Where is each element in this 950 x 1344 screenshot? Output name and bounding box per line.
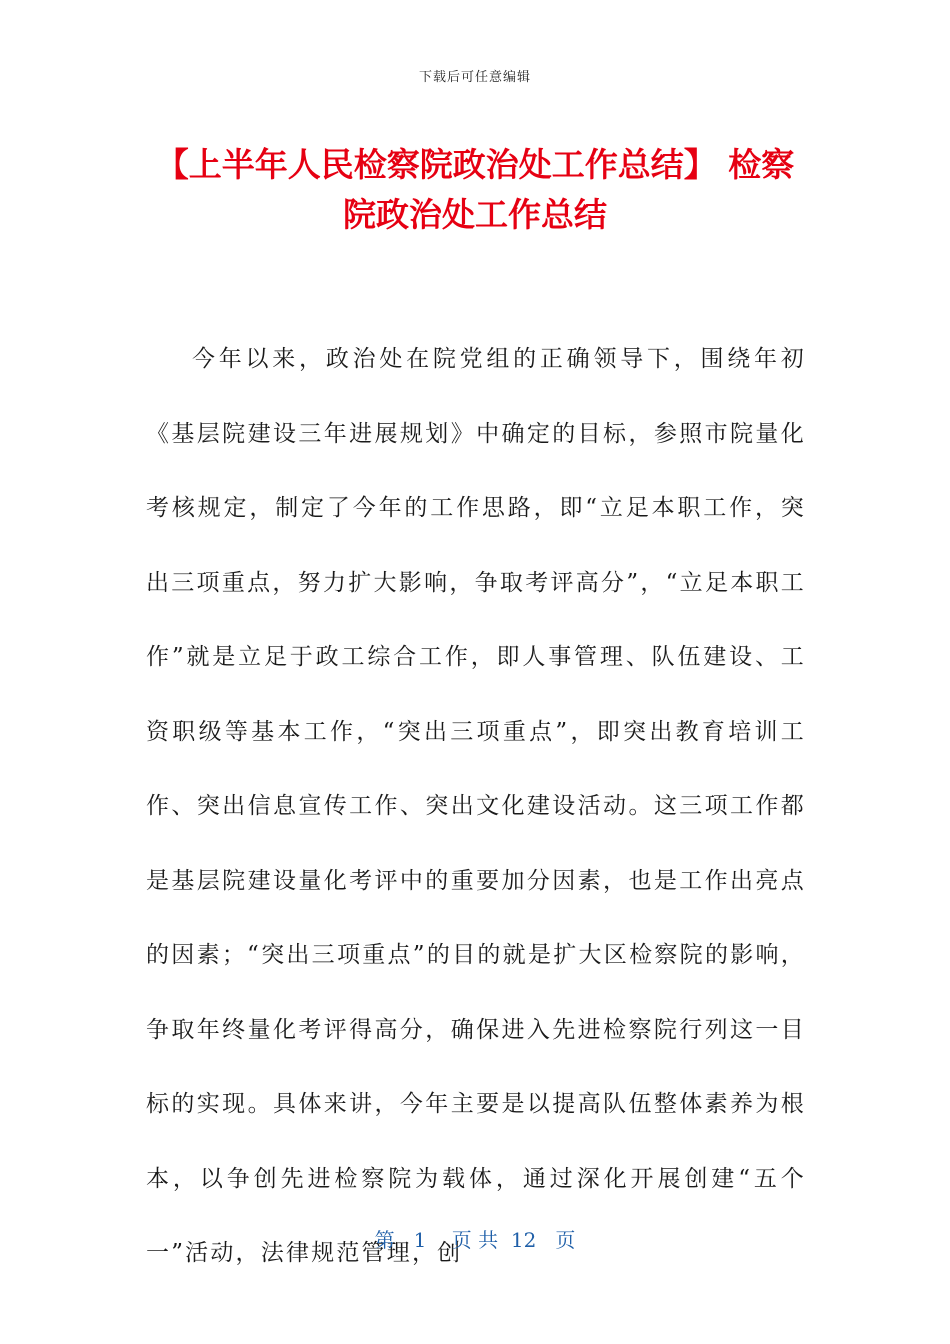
document-title: 【上半年人民检察院政治处工作总结】 检察院政治处工作总结 [155,145,795,234]
page-number-footer: 第 1 页 共 12 页 [374,1228,576,1252]
header-note: 下载后可任意编辑 [418,70,531,85]
body-paragraph: 今年以来，政治处在院党组的正确领导下，围绕年初《基层院建设三年进展规划》中确定的目标，参照市院量化考核规定，制定了今年的工作思路，即“立足本职工作，突出三项重点，努力扩大影响，争取考评高分”，“立足本职工作”就是立足于政工综合工作，即人事管理、队伍建设、工资职级等基本工作，“突出三项重点”，即突出教育培训工作、突出信息宣传工作、突出文化建设活动。这三项工作都是基层院建设量化考评中的重要加分因素，也是工作出亮点的因素；“突出三项重点”的目的就是扩大区检察院的影响，争取年终量化考评得高分，确保进入先进检察院行列这一目标的实现。具体来讲，今年主要是以提高队伍整体素养为根本，以争创先进检察院为载体，通过深化开展创建“五个一”活动，法律规范管理，创 [146,346,806,1266]
